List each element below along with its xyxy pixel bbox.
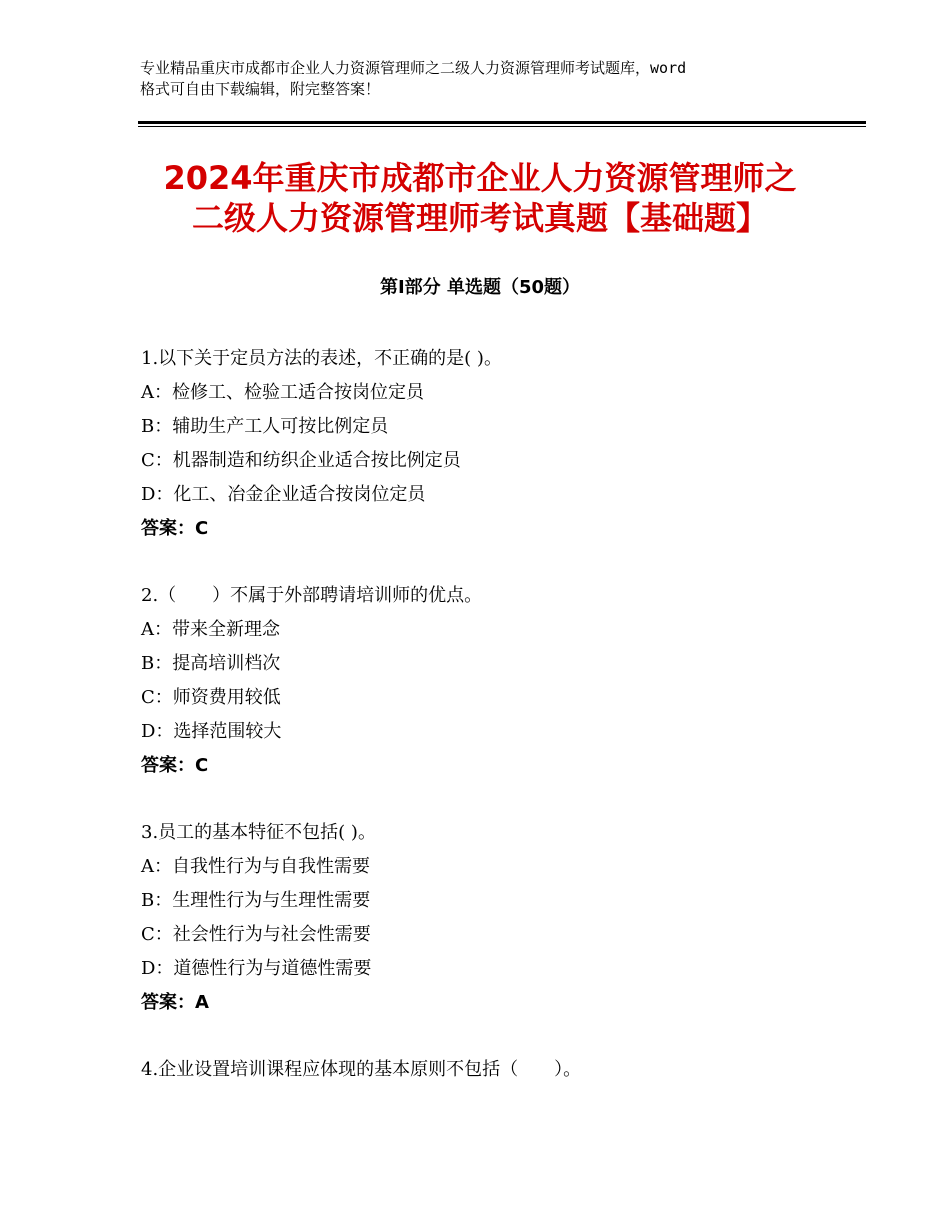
option-d: D：化工、冶金企业适合按岗位定员 [141, 484, 426, 505]
question-stem: 3.员工的基本特征不包括( )。 [141, 822, 376, 843]
header-note-line-1: 专业精品重庆市成都市企业人力资源管理师之二级人力资源管理师考试题库，word [140, 59, 687, 77]
option-a: A：检修工、检验工适合按岗位定员 [141, 382, 424, 403]
option-b: B：辅助生产工人可按比例定员 [141, 416, 389, 437]
question-4 [141, 1053, 841, 1087]
document-title-line-1: 2024年重庆市成都市企业人力资源管理师之 [163, 159, 797, 197]
document-title [100, 158, 860, 238]
question-stem: 2.（ ）不属于外部聘请培训师的优点。 [141, 585, 483, 606]
answer-line: 答案：A [141, 992, 209, 1013]
header-divider-thin [138, 126, 866, 127]
header-divider-thick [138, 121, 866, 124]
option-c: C：师资费用较低 [141, 687, 281, 708]
answer-line: 答案：C [141, 755, 209, 776]
option-c: C：社会性行为与社会性需要 [141, 924, 371, 945]
option-d: D：选择范围较大 [141, 721, 282, 742]
option-a: A：带来全新理念 [141, 619, 280, 640]
option-d: D：道德性行为与道德性需要 [141, 958, 372, 979]
question-stem: 4.企业设置培训课程应体现的基本原则不包括（ ）。 [141, 1059, 582, 1080]
answer-line: 答案：C [141, 518, 209, 539]
section-heading: 第Ⅰ部分 单选题（50题） [379, 277, 580, 298]
question-3 [141, 816, 841, 1020]
header-note [140, 58, 830, 100]
option-b: B：提高培训档次 [141, 653, 281, 674]
document-title-line-2: 二级人力资源管理师考试真题【基础题】 [191, 199, 768, 237]
header-note-line-2: 格式可自由下载编辑，附完整答案！ [140, 80, 381, 98]
question-2 [141, 579, 841, 783]
question-1 [141, 342, 841, 546]
question-stem: 1.以下关于定员方法的表述，不正确的是( )。 [141, 348, 502, 369]
option-b: B：生理性行为与生理性需要 [141, 890, 371, 911]
option-c: C：机器制造和纺织企业适合按比例定员 [141, 450, 461, 471]
question-list [141, 342, 841, 1120]
option-a: A：自我性行为与自我性需要 [141, 856, 370, 877]
